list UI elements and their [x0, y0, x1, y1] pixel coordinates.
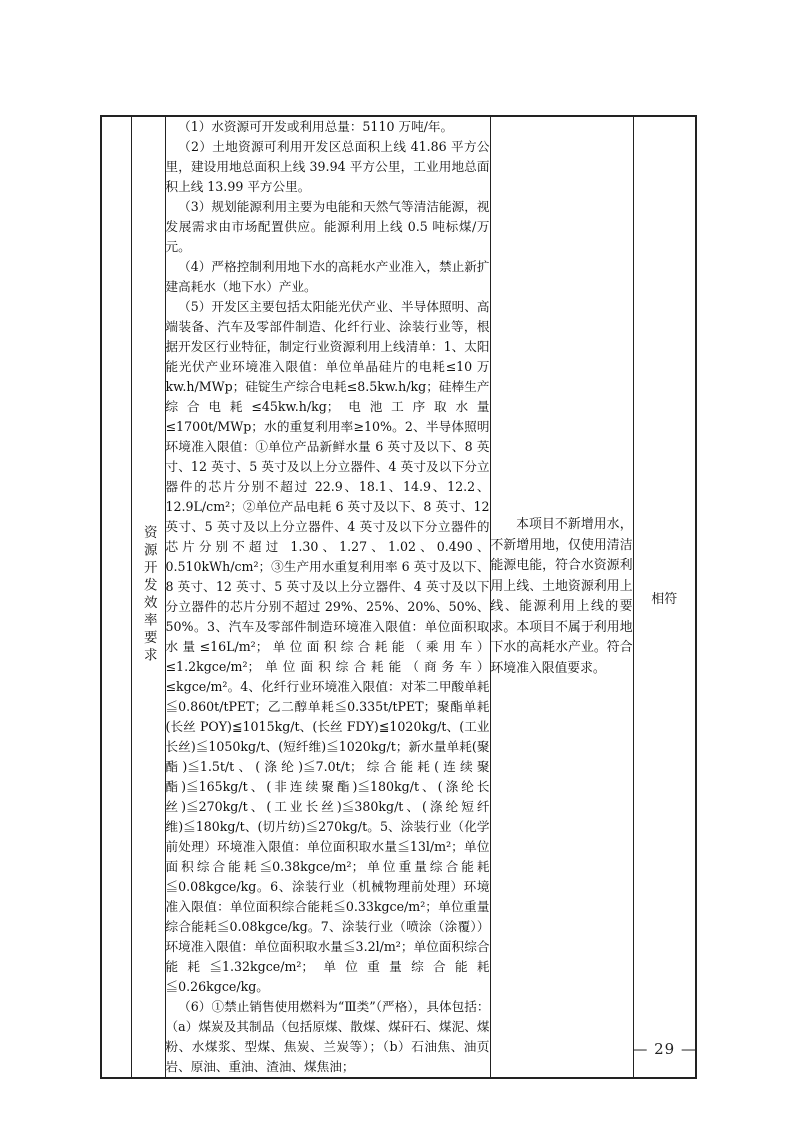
- requirement-item: （6）①禁止销售使用燃料为“Ⅲ类”（严格），具体包括：（a）煤炭及其制品（包括原煤、散煤、煤矸石、煤泥、煤粉、水煤浆、型煤、焦炭、兰炭等）；（b）石油焦、油页岩、原油、重油、渣油、煤焦油；: [165, 999, 490, 1074]
- category-cell: [131, 116, 165, 1078]
- requirement-item: （1）水资源可开发或利用总量：5110 万吨/年。: [178, 119, 454, 134]
- table-row: [101, 116, 696, 1078]
- result-cell: [633, 116, 696, 1078]
- category-label: 资源开发效率要求: [140, 525, 157, 665]
- requirements-cell: [165, 116, 490, 1078]
- analysis-text: 本项目不新增用水，不新增用地，仅使用清洁能源电能，符合水资源利用上线、土地资源利用上线、能源利用上线的要求。本项目不属于利用地下水的高耗水产业。符合环境准入限值要求。: [490, 517, 633, 676]
- requirement-item: （4）严格控制利用地下水的高耗水产业准入，禁止新扩建高耗水（地下水）产业。: [165, 259, 490, 294]
- result-text: 相符: [651, 591, 678, 607]
- requirement-item: （3）规划能源利用主要为电能和天然气等清洁能源，视发展需求由市场配置供应。能源利用上线 0.5 吨标煤/万元。: [165, 199, 490, 254]
- compliance-table: [100, 115, 697, 1079]
- requirement-item: （5）开发区主要包括太阳能光伏产业、半导体照明、高端装备、汽车及零部件制造、化纤行业、涂装行业等，根据开发区行业特征，制定行业资源利用上线清单：1、太阳能光伏产业环境准入限值：单位单晶硅片的电耗≤10 万 kw.h/MWp；硅锭生产综合电耗≤8.5kw.h/kg；硅棒生产综合电耗≤45kw.h/kg；电池工序取水量≤1700t/MWp；水的重复利用率≥10%。2、半导体照明环境准入限值：①单位产品新鲜水量 6 英寸及以下、8 英寸、12 英寸、5 英寸及以上分立器件、4 英寸及以下分立器件的芯片分别不超过 22.9、18.1、14.9、12.2、12.9L/cm²；②单位产品电耗 6 英寸及以下、8 英寸、12 英寸、5 英寸及以上分立器件、4 英寸及以下分立器件的芯片分别不超过 1.30、1.27、1.02、0.490、0.510kWh/cm²；③生产用水重复利用率 6 英寸及以下、8 英寸、12 英寸、5 英寸及以上分立器件、4 英寸及以下分立器件的芯片分别不超过 29%、25%、20%、50%、50%。3、汽车及零部件制造环境准入限值：单位面积取水量≤16L/m²；单位面积综合耗能（乘用车）≤1.2kgce/m²；单位面积综合耗能（商务车）≤kgce/m²。4、化纤行业环境准入限值：对苯二甲酸单耗≦0.860t/tPET；乙二醇单耗≦0.335t/tPET；聚酯单耗(长丝 POY)≦1015kg/t、(长丝 FDY)≦1020kg/t、(工业长丝)≦1050kg/t、(短纤维)≦1020kg/t；新水量单耗(聚酯)≦1.5t/t、(涤纶)≦7.0t/t；综合能耗(连续聚酯)≦165kg/t、(非连续聚酯)≦180kg/t、(涤纶长丝)≦270kg/t、(工业长丝)≦380kg/t、(涤纶短纤维)≦180kg/t、(切片纺)≦270kg/t。5、涂装行业（化学前处理）环境准入限值：单位面积取水量≦13l/m²；单位面积综合能耗≦0.38kgce/m²；单位重量综合能耗≦0.08kgce/kg。6、涂装行业（机械物理前处理）环境准入限值：单位面积综合能耗≦0.33kgce/m²；单位重量综合能耗≦0.08kgce/kg。7、涂装行业（喷涂（涂覆））环境准入限值：单位面积取水量≦3.2l/m²；单位面积综合能耗≦1.32kgce/m²；单位重量综合能耗≦0.26kgce/kg。: [165, 299, 490, 994]
- page-number: — 29 —: [632, 1040, 697, 1058]
- blank-cell: [101, 116, 131, 1078]
- analysis-cell: [490, 116, 633, 1078]
- requirement-item: （2）土地资源可利用开发区总面积上线 41.86 平方公里，建设用地总面积上线 39.94 平方公里，工业用地总面积上线 13.99 平方公里。: [165, 139, 490, 194]
